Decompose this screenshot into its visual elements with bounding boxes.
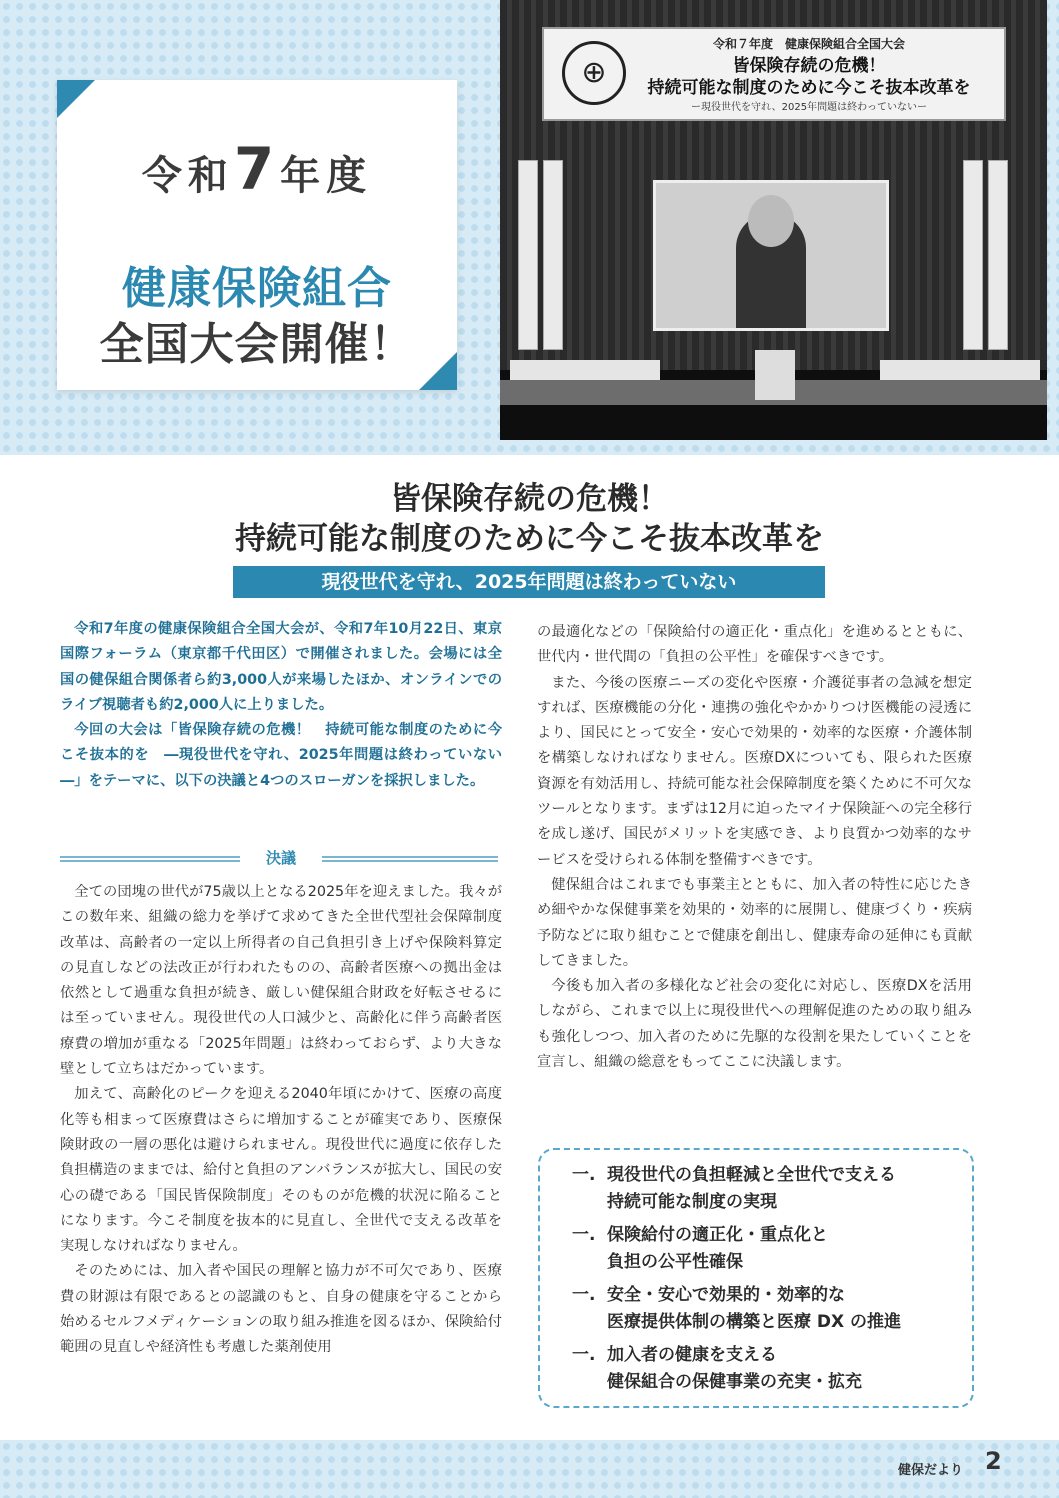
body-paragraph: そのためには、加入者や国民の理解と協力が不可欠であり、医療費の財源は有限であるとの認識のもと、自身の健康を守ることから始めるセルフメディケーションの取り組み推進を図るほか、保険給付範囲の見直しや経済性も考慮した薬剤使用	[60, 1263, 502, 1356]
slogan-box: 一. 現役世代の負担軽減と全世代で支える 持続可能な制度の実現 一. 保険給付の適正化・重点化と 負担の公平性確保 一. 安全・安心で効果的・効率的な 医療提供体制の構築と医療 DX の推進 一. 加入者の健康を支える 健保組合の保健事業の充実・拡充	[538, 1148, 974, 1408]
body-paragraph: 加えて、高齢化のピークを迎える2040年頃にかけて、医療の高度化等も相まって医療費はさらに増加することが確実であり、医療保険財政の一層の悪化は避けられません。現役世代に過度に依存した負担構造のままでは、給付と負担のアンバランスが拡大し、国民の安心の礎である「国民皆保険制度」そのものが危機的状況に陥ることになります。今こそ制度を抜本的に見直し、全世代で支える改革を実現しなければなりません。	[60, 1086, 502, 1255]
body-paragraph: 今後も加入者の多様化など社会の変化に対応し、医療DXを活用しながら、これまで以上に現役世代への理解促進のための取り組みも強化しつつ、加入者のために先駆的な役割を果たしていくことを宣言し、組織の総意をもってここに決議します。	[537, 978, 972, 1071]
card-year	[57, 135, 457, 203]
card-year-number: 7	[233, 135, 281, 203]
body-paragraph: 健保組合はこれまでも事業主とともに、加入者の特性に応じたきめ細やかな保健事業を効果的・効率的に展開し、健康づくり・疾病予防などに取り組むことで健康を創出し、健康寿命の延伸にも貢献してきました。	[537, 876, 972, 969]
banner-line4: ー現役世代を守れ、2025年問題は終わっていないー	[691, 102, 927, 113]
body-paragraph: また、今後の医療ニーズの変化や医療・介護従事者の急減を想定すれば、医療機能の分化・連携の強化やかかりつけ医機能の浸透により、国民にとって安全・安心で効果的・効率的な医療・介護体制を構築しなければなりません。医療DXについても、限られた医療資源を有効活用し、持続可能な社会保障制度を築くために不可欠なツールとなります。まずは12月に迫ったマイナ保険証への完全移行を成し遂げ、国民がメリットを実感でき、より良質かつ効率的なサービスを受けられる体制を整備すべきです。	[537, 674, 972, 868]
banner-line3: 持続可能な制度のために今こそ抜本改革を	[647, 78, 971, 98]
resolution-text-right	[537, 620, 972, 1075]
side-banner-left-1	[518, 160, 538, 350]
card-title-line1: 健康保険組合	[122, 263, 392, 314]
association-logo-icon: ⊕	[562, 41, 626, 105]
side-banner-right-1	[963, 160, 983, 350]
page-number: 2	[985, 1447, 1002, 1475]
resolution-text-left	[60, 880, 502, 1361]
resolution-heading	[60, 848, 498, 870]
banner-line1: 令和７年度 健康保険組合全国大会	[712, 37, 905, 51]
card-title-line2: 全国大会開催！	[99, 319, 415, 370]
stage-table-left	[510, 360, 660, 380]
intro-paragraph: 今回の大会は「皆保険存続の危機！ 持続可能な制度のために今こそ抜本的を ―現役世代を守れ、2025年問題は終わっていない―」をテーマに、以下の決議と4つのスローガンを採択しました。	[60, 722, 502, 789]
stage-banner	[542, 27, 1006, 121]
card-corner-top-left	[57, 80, 95, 118]
body-paragraph: の最適化などの「保険給付の適正化・重点化」を進めるとともに、世代内・世代間の「負担の公平性」を確保すべきです。	[537, 624, 972, 666]
banner-line2: 皆保険存続の危機！	[732, 56, 886, 76]
intro-paragraph: 令和7年度の健康保険組合全国大会が、令和7年10月22日、東京国際フォーラム（東京都千代田区）で開催されました。会場には全国の健保組合関係者ら約3,000人が来場したほか、オンラインでのライブ視聴者も約2,000人に上りました。	[60, 621, 502, 713]
event-photo	[500, 0, 1047, 440]
podium	[755, 350, 795, 400]
side-banner-left-2	[543, 160, 563, 350]
card-year-prefix: 令和	[141, 153, 234, 199]
stage-table-right	[880, 360, 1040, 380]
subheadline: 現役世代を守れ、2025年問題は終わっていない	[233, 566, 825, 598]
projection-screen	[653, 180, 889, 331]
publication-name: 健保だより	[898, 1463, 964, 1478]
headline-line1: 皆保険存続の危機！	[390, 481, 669, 517]
side-banner-right-2	[988, 160, 1008, 350]
resolution-heading-label: 決議	[265, 849, 296, 867]
card-year-suffix: 年度	[280, 153, 373, 199]
headline-line2: 持続可能な制度のために今こそ抜本改革を	[235, 521, 824, 557]
intro-text	[60, 617, 502, 794]
title-card	[57, 80, 457, 390]
body-paragraph: 全ての団塊の世代が75歳以上となる2025年を迎えました。我々がこの数年来、組織の総力を挙げて求めてきた全世代型社会保障制度改革は、高齢者の一定以上所得者の自己負担引き上げや保険料算定の見直しなどの法改正が行われたものの、高齢者医療への拠出金は依然として過重な負担が続き、厳しい健保組合財政を好転させるには至っていません。現役世代の人口減少と、高齢化に伴う高齢者医療費の増加が重なる「2025年問題」は終わっておらず、より大きな壁として立ちはだかっています。	[60, 884, 502, 1078]
